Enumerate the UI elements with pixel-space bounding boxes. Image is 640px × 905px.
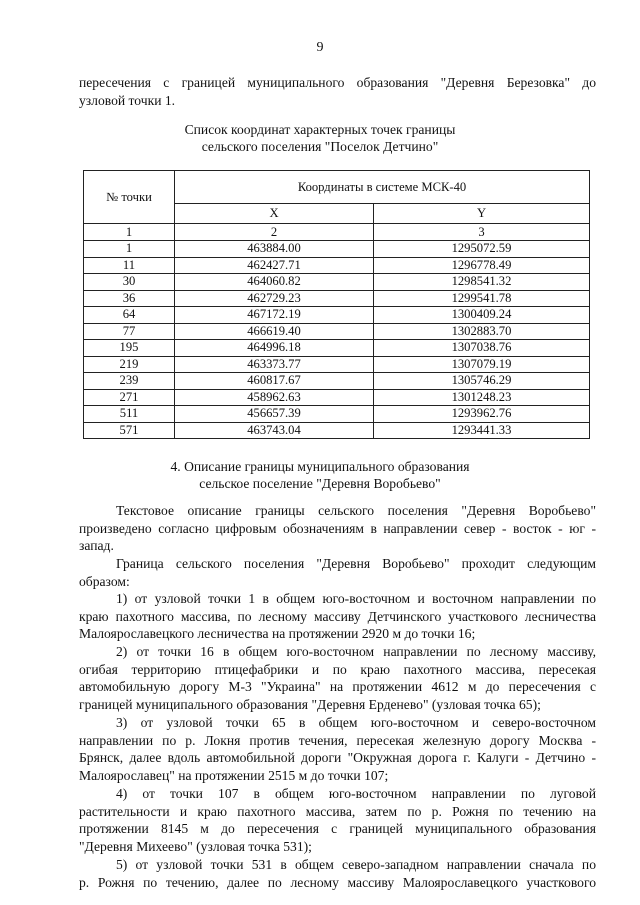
text-line: направлении по р. Локня против течения, пересекая железную дорогу Москва -: [79, 732, 596, 748]
x-coordinate-cell: 456657.39: [175, 406, 374, 423]
table-row: [84, 406, 590, 423]
x-coordinate-cell: 463373.77: [175, 356, 374, 373]
table-row: [84, 373, 590, 390]
text-line: "Деревня Михеево" (узловая точка 531);: [79, 838, 312, 854]
text-line: Брянск, далее вдоль автомобильной дороги "Окружная дорога г. Калуги - Детчино -: [79, 750, 596, 766]
text-line: 1) от узловой точки 1 в общем юго-восточном и восточном направлении по: [116, 591, 596, 606]
y-coordinate-cell: 1296778.49: [374, 257, 590, 274]
y-coordinate-cell: 1295072.59: [374, 241, 590, 258]
paragraph-intro: [79, 502, 596, 555]
text-line: Малоярославец" на протяжении 2515 м до точки 107;: [79, 767, 389, 783]
text-line: Текстовое описание границы сельского поселения "Деревня Воробьево": [116, 503, 596, 518]
heading-line: 4. Описание границы муниципального образования: [170, 459, 470, 474]
y-coordinate-cell: 1302883.70: [374, 323, 590, 340]
text-line: 2) от точки 16 в общем юго-восточном направлении по лесному массиву,: [116, 644, 596, 659]
x-coordinate-cell: 463884.00: [175, 241, 374, 258]
point-number-cell: 1: [84, 241, 175, 258]
paragraph-item-3: [79, 714, 596, 784]
text-line: 3) от узловой точки 65 в общем юго-восточном и северо-восточном: [116, 715, 596, 730]
page-number: 9: [316, 40, 324, 55]
y-coordinate-cell: 1307079.19: [374, 356, 590, 373]
x-coordinate-cell: 463743.04: [175, 422, 374, 439]
paragraph-item-2: [79, 643, 596, 713]
caption-line: сельского поселения "Поселок Детчино": [201, 139, 439, 155]
x-coordinate-cell: 460817.67: [175, 373, 374, 390]
point-number-cell: 36: [84, 290, 175, 307]
point-number-cell: 571: [84, 422, 175, 439]
text-line: 5) от узловой точки 531 в общем северо-западном направлении сначала по: [116, 857, 596, 872]
table-caption: [0, 121, 640, 156]
x-coordinate-cell: 467172.19: [175, 307, 374, 324]
point-number-cell: 77: [84, 323, 175, 340]
paragraph-item-1: [79, 590, 596, 643]
table-row: [84, 340, 590, 357]
text-line: автомобильную дорогу М-3 "Украина" на протяжении 4612 м до пересечения с: [79, 679, 596, 695]
header-coordinates: Координаты в системе МСК-40: [175, 171, 590, 204]
point-number-cell: 195: [84, 340, 175, 357]
x-coordinate-cell: 464060.82: [175, 274, 374, 291]
table-row: [84, 241, 590, 258]
text-line: образом:: [79, 573, 130, 589]
section-heading: [0, 458, 640, 493]
point-number-cell: 30: [84, 274, 175, 291]
paragraph-item-5: [79, 856, 596, 891]
column-index: 2: [175, 224, 374, 241]
point-number-cell: 11: [84, 257, 175, 274]
header-y: Y: [374, 204, 590, 224]
x-coordinate-cell: 466619.40: [175, 323, 374, 340]
text-line: запад.: [79, 538, 114, 554]
table-row: [84, 323, 590, 340]
text-line: пересечения с границей муниципального образования "Деревня Березовка" до: [79, 75, 596, 90]
text-line: 4) от точки 107 в общем юго-восточном направлении по луговой: [116, 786, 596, 801]
y-coordinate-cell: 1301248.23: [374, 389, 590, 406]
y-coordinate-cell: 1299541.78: [374, 290, 590, 307]
text-line: р. Рожня по течению, далее по лесному массиву Малоярославецкого участкового: [79, 874, 596, 890]
caption-line: Список координат характерных точек границы: [184, 122, 456, 137]
x-coordinate-cell: 462729.23: [175, 290, 374, 307]
point-number-cell: 239: [84, 373, 175, 390]
table-row: [84, 274, 590, 291]
point-number-cell: 64: [84, 307, 175, 324]
text-line: Граница сельского поселения "Деревня Воробьево" проходит следующим: [116, 556, 596, 571]
table-row: [84, 257, 590, 274]
y-coordinate-cell: 1298541.32: [374, 274, 590, 291]
x-coordinate-cell: 462427.71: [175, 257, 374, 274]
point-number-cell: 271: [84, 389, 175, 406]
y-coordinate-cell: 1307038.76: [374, 340, 590, 357]
table-row: [84, 356, 590, 373]
header-point-number: № точки: [84, 171, 175, 224]
x-coordinate-cell: 458962.63: [175, 389, 374, 406]
column-index: 3: [374, 224, 590, 241]
table-row: [84, 422, 590, 439]
intro-paragraph: [79, 74, 596, 109]
table-row: [84, 307, 590, 324]
header-x: X: [175, 204, 374, 224]
paragraph-item-4: [79, 785, 596, 855]
y-coordinate-cell: 1300409.24: [374, 307, 590, 324]
table-row: [84, 389, 590, 406]
paragraph-border: [79, 555, 596, 590]
point-number-cell: 511: [84, 406, 175, 423]
heading-line: сельское поселение "Деревня Воробьево": [199, 476, 441, 492]
text-line: краю пахотного массива, по лесному массиву Детчинского участкового лесничества: [79, 608, 596, 624]
text-line: узловой точки 1.: [79, 92, 176, 108]
point-number-cell: 219: [84, 356, 175, 373]
text-line: границей муниципального образования "Деревня Ерденево" (узловая точка 65);: [79, 696, 541, 712]
table-row: [84, 290, 590, 307]
coordinates-table: [83, 170, 590, 439]
text-line: Малоярославецкого лесничества на протяжении 2920 м до точки 16;: [79, 626, 476, 642]
x-coordinate-cell: 464996.18: [175, 340, 374, 357]
y-coordinate-cell: 1293441.33: [374, 422, 590, 439]
y-coordinate-cell: 1305746.29: [374, 373, 590, 390]
text-line: огибая территорию птицефабрики и по краю пахотного массива, пересекая: [79, 661, 596, 677]
text-line: растительности и краю пахотного массива, затем по р. Рожня по течению на: [79, 803, 596, 819]
y-coordinate-cell: 1293962.76: [374, 406, 590, 423]
column-index: 1: [84, 224, 175, 241]
text-line: протяжении 8145 м до пересечения с границей муниципального образования: [79, 821, 596, 837]
text-line: произведено согласно цифровым обозначениям в направлении север - восток - юг -: [79, 520, 596, 536]
